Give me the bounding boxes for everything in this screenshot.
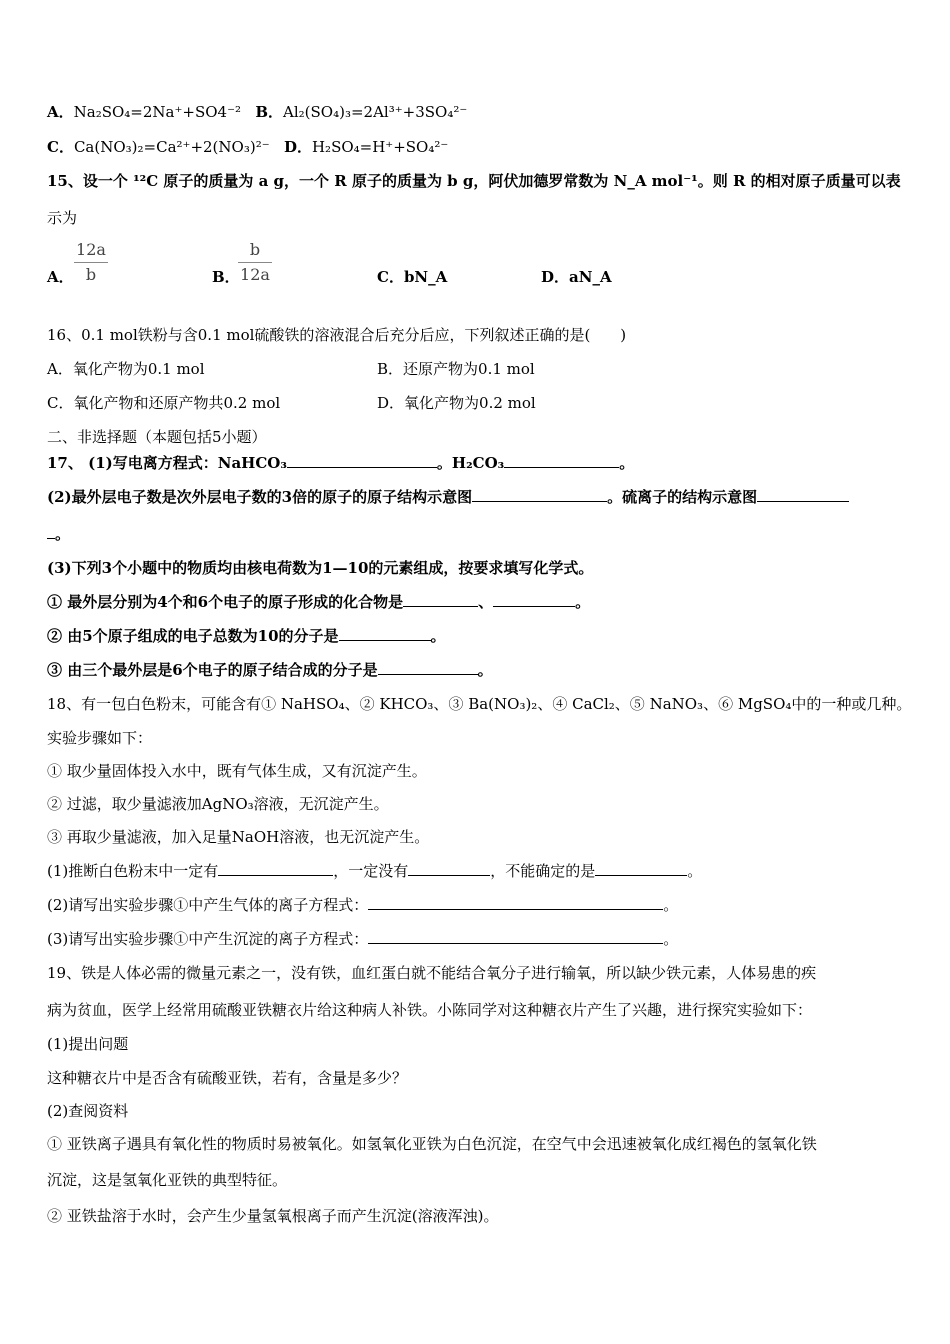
q17-answer-blank-sub1b[interactable]	[493, 592, 575, 607]
q18-step1: ① 取少量固体投入水中，既有气体生成，又有沉淀产生。	[47, 762, 427, 780]
q18-part1-prompt: (1)推断白色粉末中一定有	[47, 862, 219, 880]
q18-part2-end: 。	[663, 896, 679, 914]
q17-answer-blank-nahco3[interactable]	[287, 453, 437, 468]
fraction-bar	[238, 262, 272, 263]
q14-optD-label: D．	[283, 138, 312, 156]
q17-sub2-end: 。	[430, 627, 446, 645]
q15-stem-line2: 示为	[47, 209, 78, 227]
q18-part1-end: 。	[687, 862, 703, 880]
q14-optC-label: C．	[47, 138, 74, 156]
q18-part1-mid1: ，一定没有	[333, 862, 409, 880]
q17-line3-end: 。	[55, 525, 71, 543]
q15-optB-denominator: 12a	[240, 265, 270, 284]
q14-options-row2	[47, 137, 448, 157]
q18-part2-prompt: (2)请写出实验步骤①中产生气体的离子方程式：	[47, 896, 369, 914]
q18-part3-end: 。	[663, 930, 679, 948]
q17-answer-blank-atom-diagram[interactable]	[472, 487, 607, 502]
q18-answer-blank-gas-equation[interactable]	[368, 895, 663, 910]
q18-answer-blank-absent[interactable]	[408, 861, 490, 876]
q18-part1-mid2: ，不能确定的是	[490, 862, 596, 880]
q19-stem-line1: 19、铁是人体必需的微量元素之一，没有铁，血红蛋白就不能结合氧分子进行输氧，所以缺少铁元素，人体易患的疾	[47, 964, 817, 982]
q17-answer-blank-sub3[interactable]	[378, 660, 478, 675]
q18-part3-prompt: (3)请写出实验步骤①中产生沉淀的离子方程式：	[47, 930, 369, 948]
q17-sulfide-prompt: 。硫离子的结构示意图	[607, 488, 758, 506]
q14-optA-label: A．	[47, 103, 74, 121]
q16-optD: D．氧化产物为0.2 mol	[377, 394, 536, 412]
section2-heading: 二、非选择题（本题包括5小题）	[47, 428, 267, 446]
q17-sub1-sep: 、	[478, 593, 494, 611]
q19-reference2: ② 亚铁盐溶于水时，会产生少量氢氧根离子而产生沉淀(溶液浑浊)。	[47, 1207, 499, 1225]
q15-optA-denominator: b	[85, 265, 97, 284]
q17-line5	[47, 592, 590, 612]
q14-options-row1	[47, 102, 467, 122]
q17-line2	[47, 487, 849, 507]
q18-part1	[47, 861, 702, 881]
q17-line6	[47, 626, 446, 646]
q17-part1-prompt: 17、 (1)写电离方程式：NaHCO₃	[47, 454, 287, 472]
q16-optB: B．还原产物为0.1 mol	[377, 360, 535, 378]
q17-answer-blank-sub2[interactable]	[339, 626, 431, 641]
q15-optD: D．aN_A	[541, 268, 612, 286]
q18-part3	[47, 929, 678, 949]
q19-reference1-line1: ① 亚铁离子遇具有氧化性的物质时易被氧化。如氢氧化亚铁为白色沉淀，在空气中会迅速被氧化成红褐色的氢氧化铁	[47, 1135, 817, 1153]
q17-sub2-prompt: ② 由5个原子组成的电子总数为10的分子是	[47, 627, 339, 645]
q16-stem: 16、0.1 mol铁粉与含0.1 mol硫酸铁的溶液混合后充分后应，下列叙述正确的是( )	[47, 326, 627, 344]
q15-optA-numerator: 12a	[76, 240, 106, 259]
q15-stem-line1: 15、设一个 ¹²C 原子的质量为 a g，一个 R 原子的质量为 b g，阿伏加德罗常数为 N_A mol⁻¹。则 R 的相对原子质量可以表	[47, 172, 901, 190]
q16-optA: A．氧化产物为0.1 mol	[47, 360, 205, 378]
q17-part2-prompt: (2)最外层电子数是次外层电子数的3倍的原子的原子结构示意图	[47, 488, 473, 506]
q18-stem-line2: 实验步骤如下：	[47, 729, 153, 747]
q18-answer-blank-precipitate-equation[interactable]	[368, 929, 663, 944]
q18-answer-blank-uncertain[interactable]	[595, 861, 687, 876]
q18-step3: ③ 再取少量滤液，加入足量NaOH溶液，也无沉淀产生。	[47, 828, 430, 846]
q17-line1-end: 。	[619, 454, 635, 472]
q14-optC-text: Ca(NO₃)₂=Ca²⁺+2(NO₃)²⁻	[73, 138, 270, 156]
q17-sub3-prompt: ③ 由三个最外层是6个电子的原子结合成的分子是	[47, 661, 378, 679]
q17-sub1-prompt: ① 最外层分别为4个和6个电子的原子形成的化合物是	[47, 593, 404, 611]
q18-answer-blank-definite[interactable]	[218, 861, 333, 876]
q15-optC: C．bN_A	[377, 268, 448, 286]
q15-optB-fraction	[238, 240, 272, 285]
q15-optA-fraction	[74, 240, 108, 285]
q19-question-text: 这种糖衣片中是否含有硫酸亚铁，若有，含量是多少？	[47, 1069, 408, 1087]
q15-optA-label: A．	[47, 268, 74, 286]
q19-heading-question: (1)提出问题	[47, 1035, 129, 1053]
q15-optB-label: B．	[212, 268, 240, 286]
q14-optD-text: H₂SO₄=H⁺+SO₄²⁻	[311, 138, 449, 156]
q17-answer-blank-h2co3[interactable]	[504, 453, 619, 468]
q19-heading-reference: (2)查阅资料	[47, 1102, 129, 1120]
q17-line7	[47, 660, 493, 680]
q17-part3-intro: (3)下列3个小题中的物质均由核电荷数为1—10的元素组成，按要求填写化学式。	[47, 559, 594, 577]
q19-stem-line2: 病为贫血，医学上经常用硫酸亚铁糖衣片给这种病人补铁。小陈同学对这种糖衣片产生了兴趣，进行探究实验如下：	[47, 1001, 813, 1019]
q19-reference1-line2: 沉淀，这是氢氧化亚铁的典型特征。	[47, 1171, 288, 1189]
q17-h2co3-prompt: 。H₂CO₃	[436, 454, 505, 472]
q17-sub3-end: 。	[477, 661, 493, 679]
q15-optB-numerator: b	[249, 240, 261, 259]
q17-sub1-end: 。	[575, 593, 591, 611]
q14-optB-label: B．	[255, 103, 284, 121]
q18-part2	[47, 895, 678, 915]
q17-answer-blank-sulfide-diagram[interactable]	[757, 487, 849, 502]
q18-step2: ② 过滤，取少量滤液加AgNO₃溶液，无沉淀产生。	[47, 795, 389, 813]
q16-optC: C．氧化产物和还原产物共0.2 mol	[47, 394, 281, 412]
q17-answer-blank-continued[interactable]	[47, 524, 55, 539]
q18-stem-line1: 18、有一包白色粉末，可能含有① NaHSO₄、② KHCO₃、③ Ba(NO₃)₂、④ CaCl₂、⑤ NaNO₃、⑥ MgSO₄中的一种或几种。	[47, 695, 912, 713]
q17-line1	[47, 453, 634, 473]
fraction-bar	[74, 262, 108, 263]
q17-line3	[47, 524, 70, 544]
q14-optA-text: Na₂SO₄=2Na⁺+SO4⁻²	[73, 103, 242, 121]
q17-answer-blank-sub1a[interactable]	[403, 592, 478, 607]
q14-optB-text: Al₂(SO₄)₃=2Al³⁺+3SO₄²⁻	[283, 103, 468, 121]
